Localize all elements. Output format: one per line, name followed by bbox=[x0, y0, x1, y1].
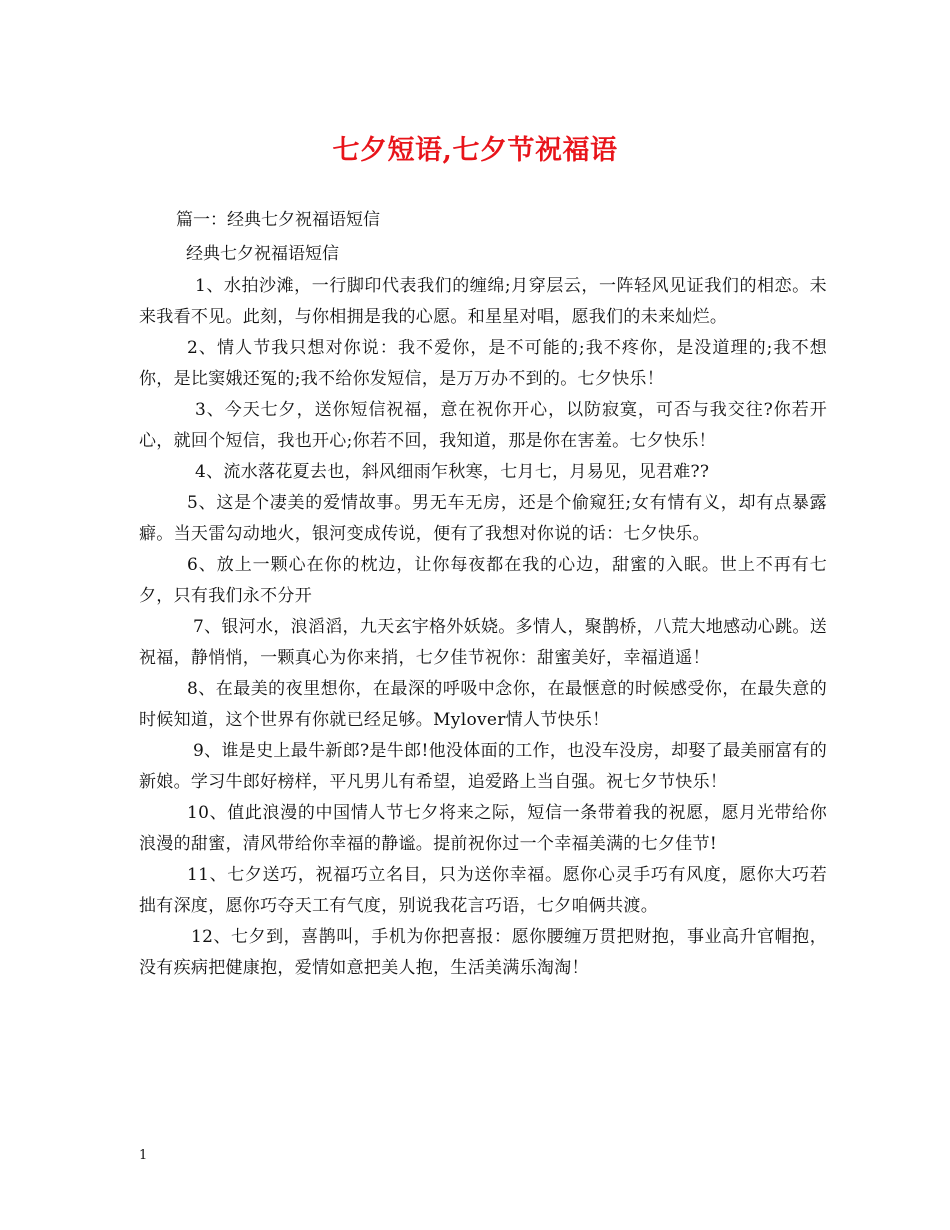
section-heading: 篇一：经典七夕祝福语短信 bbox=[176, 210, 380, 230]
paragraph-4: 4、流水落花夏去也，斜风细雨乍秋寒，七月七，月易见，见君难?? bbox=[195, 462, 710, 482]
paragraph-9: 9、谁是史上最牛新郎?是牛郎!他没体面的工作，也没车没房，却娶了最美丽富有的新娘。学习牛郎好榜样，平凡男儿有希望，追爱路上当自强。祝七夕节快乐！ bbox=[139, 741, 827, 792]
paragraph-2: 2、情人节我只想对你说：我不爱你，是不可能的;我不疼你，是没道理的;我不想你，是比窦娥还冤的;我不给你发短信，是万万办不到的。七夕快乐！ bbox=[139, 338, 827, 389]
section-subheading: 经典七夕祝福语短信 bbox=[186, 244, 339, 264]
paragraph-10: 10、值此浪漫的中国情人节七夕将来之际，短信一条带着我的祝愿，愿月光带给你浪漫的甜蜜，清风带给你幸福的静谧。提前祝你过一个幸福美满的七夕佳节! bbox=[139, 803, 827, 854]
paragraph-5: 5、这是个凄美的爱情故事。男无车无房，还是个偷窥狂;女有情有义，却有点暴露癖。当天雷勾动地火，银河变成传说，便有了我想对你说的话：七夕快乐。 bbox=[139, 493, 827, 544]
paragraph-3: 3、今天七夕，送你短信祝福，意在祝你开心，以防寂寞，可否与我交往?你若开心，就回个短信，我也开心;你若不回，我知道，那是你在害羞。七夕快乐！ bbox=[139, 400, 827, 451]
paragraph-12: 12、七夕到，喜鹊叫，手机为你把喜报：愿你腰缠万贯把财抱，事业高升官帽抱，没有疾病把健康抱，爱情如意把美人抱，生活美满乐淘淘！ bbox=[139, 927, 827, 978]
paragraph-1: 1、水拍沙滩，一行脚印代表我们的缠绵;月穿层云，一阵轻风见证我们的相恋。未来我看不见。此刻，与你相拥是我的心愿。和星星对唱，愿我们的未来灿烂。 bbox=[139, 276, 827, 327]
document-title: 七夕短语,七夕节祝福语 bbox=[332, 135, 618, 166]
paragraph-7: 7、银河水，浪滔滔，九天玄宇格外妖娆。多情人，聚鹊桥，八荒大地感动心跳。送祝福，静悄悄，一颗真心为你来捎，七夕佳节祝你：甜蜜美好，幸福逍遥！ bbox=[139, 617, 827, 668]
page-number: 1 bbox=[139, 1148, 148, 1163]
paragraph-6: 6、放上一颗心在你的枕边，让你每夜都在我的心边，甜蜜的入眠。世上不再有七夕，只有我们永不分开 bbox=[139, 555, 827, 606]
paragraph-8: 8、在最美的夜里想你，在最深的呼吸中念你，在最惬意的时候感受你，在最失意的时候知道，这个世界有你就已经足够。Mylover情人节快乐！ bbox=[139, 679, 827, 730]
body-text bbox=[139, 271, 827, 984]
paragraph-11: 11、七夕送巧，祝福巧立名目，只为送你幸福。愿你心灵手巧有风度，愿你大巧若拙有深度，愿你巧夺天工有气度，别说我花言巧语，七夕咱俩共渡。 bbox=[139, 865, 827, 916]
